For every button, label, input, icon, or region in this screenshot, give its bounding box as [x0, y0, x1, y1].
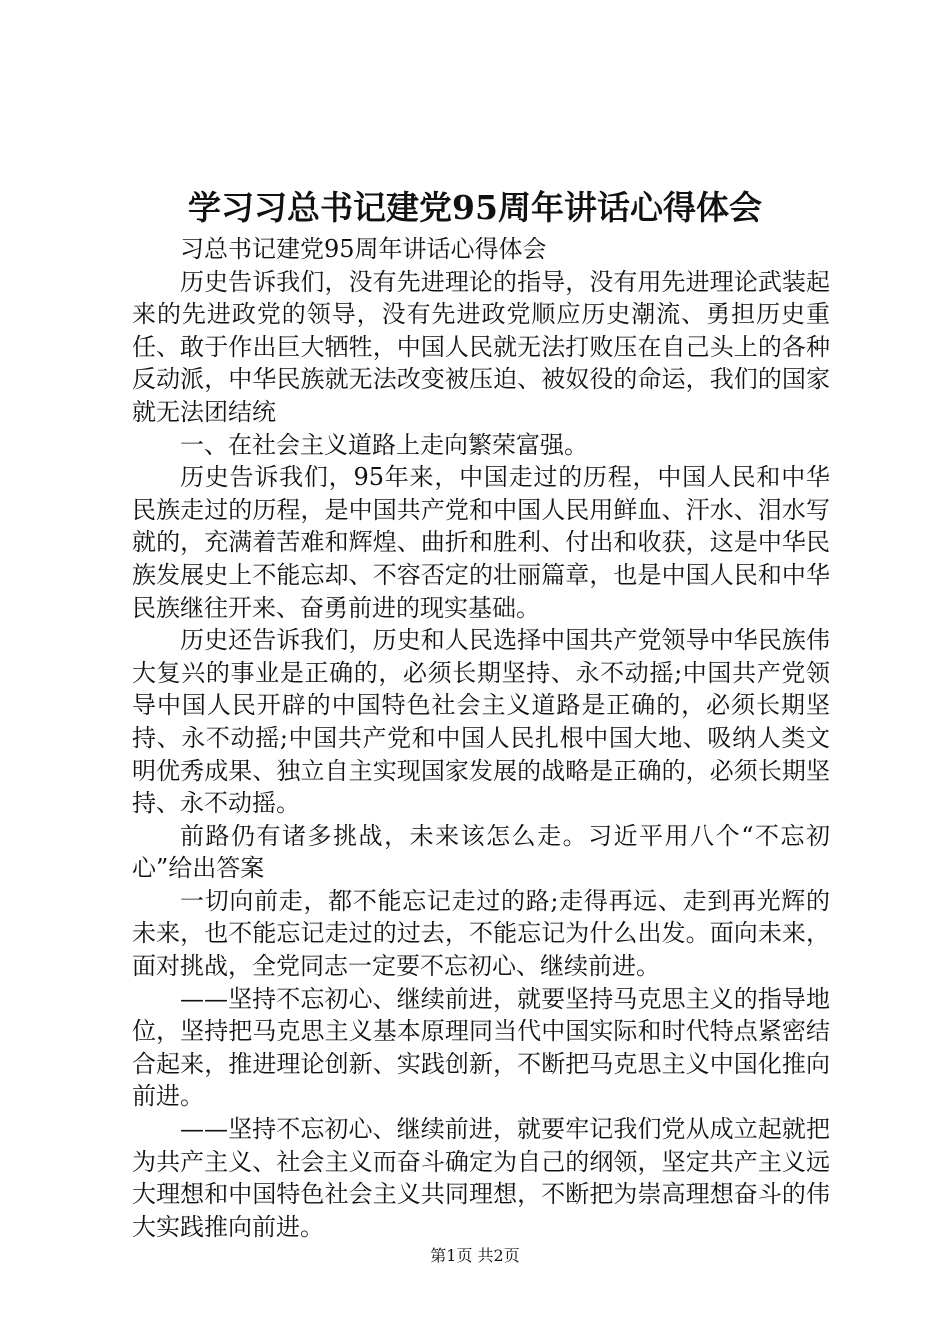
paragraph: 一切向前走，都不能忘记走过的路;走得再远、走到再光辉的未来，也不能忘记走过的过去，不能忘记为什么出发。面向未来，面对挑战，全党同志一定要不忘初心、继续前进。	[132, 886, 830, 981]
page-footer: 第1页 共2页	[430, 1246, 520, 1265]
paragraph: 历史还告诉我们，历史和人民选择中国共产党领导中华民族伟大复兴的事业是正确的，必须长期坚持、永不动摇;中国共产党领导中国人民开辟的中国特色社会主义道路是正确的，必须长期坚持、永不动摇;中国共产党和中国人民扎根中国大地、吸纳人类文明优秀成果、独立自主实现国家发展的战略是正确的，必须长期坚持、永不动摇。	[132, 626, 830, 818]
paragraph-subtitle: 习总书记建党95周年讲话心得体会	[180, 235, 547, 263]
paragraph: ——坚持不忘初心、继续前进，就要坚持马克思主义的指导地位，坚持把马克思主义基本原理同当代中国实际和时代特点紧密结合起来，推进理论创新、实践创新，不断把马克思主义中国化推向前进。	[132, 984, 830, 1111]
paragraph: 历史告诉我们，没有先进理论的指导，没有用先进理论武装起来的先进政党的领导，没有先进政党顺应历史潮流、勇担历史重任、敢于作出巨大牺牲，中国人民就无法打败压在自己头上的各种反动派，中华民族就无法改变被压迫、被奴役的命运，我们的国家就无法团结统	[132, 267, 830, 426]
paragraph: 前路仍有诸多挑战，未来该怎么走。习近平用八个“不忘初心”给出答案	[132, 821, 830, 883]
paragraph: 历史告诉我们，95年来，中国走过的历程，中国人民和中华民族走过的历程，是中国共产党和中国人民用鲜血、汗水、泪水写就的，充满着苦难和辉煌、曲折和胜利、付出和收获，这是中华民族发展史上不能忘却、不容否定的壮丽篇章，也是中国人民和中华民族继往开来、奋勇前进的现实基础。	[132, 463, 830, 622]
paragraph-heading: 一、在社会主义道路上走向繁荣富强。	[180, 430, 588, 459]
document-body	[132, 233, 830, 1243]
paragraph: ——坚持不忘初心、继续前进，就要牢记我们党从成立起就把为共产主义、社会主义而奋斗确定为自己的纲领，坚定共产主义远大理想和中国特色社会主义共同理想，不断把为崇高理想奋斗的伟大实践推向前进。	[132, 1115, 830, 1241]
document-title: 学习习总书记建党95周年讲话心得体会	[188, 188, 762, 227]
